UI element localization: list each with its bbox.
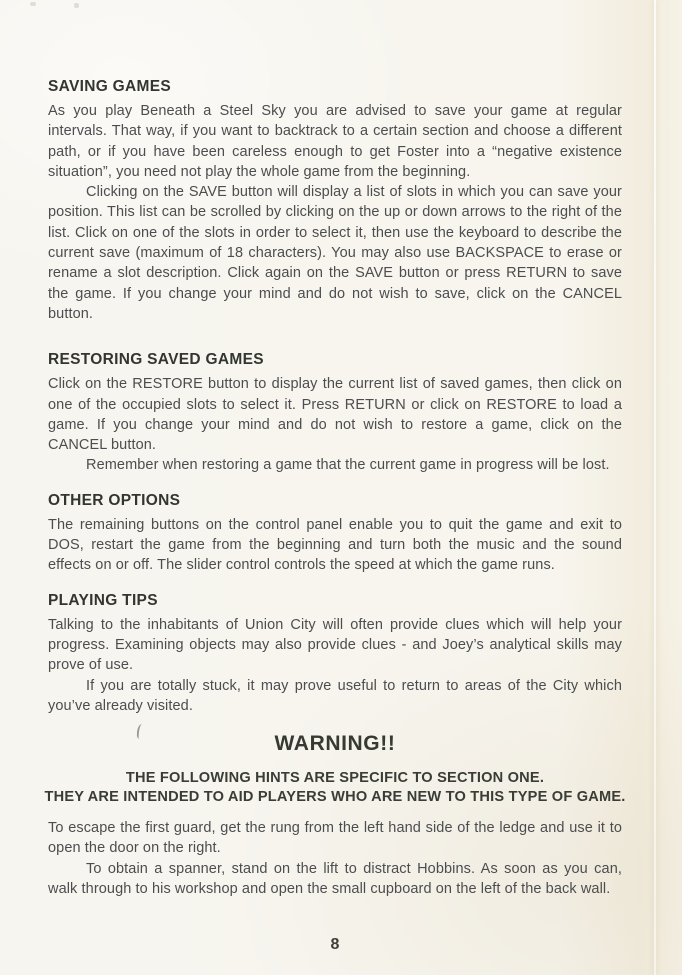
section-heading-playing-tips: PLAYING TIPS (48, 591, 158, 609)
section-heading-other-options: OTHER OPTIONS (48, 491, 181, 509)
paragraph: If you are totally stuck, it may prove useful to return to areas of the City which you’ve already visited. (48, 677, 622, 714)
page-edge-crease (654, 0, 656, 975)
section-heading-saving-games: SAVING GAMES (48, 78, 172, 95)
paragraph: As you play Beneath a Steel Sky you are advised to save your game at regular intervals. That way, if you want to backtrack to a certain section and choose a different path, or if you have been careless enough to get Foster into a “negative existence situation”, you need not play the whole game from the beginning. (48, 103, 622, 180)
warning-block (38, 732, 632, 806)
page-number: 8 (330, 936, 340, 953)
warning-line: THEY ARE INTENDED TO AID PLAYERS WHO ARE NEW TO THIS TYPE OF GAME. (44, 788, 626, 805)
paragraph: To obtain a spanner, stand on the lift to distract Hobbins. As soon as you can, walk through to his workshop and open the small cupboard on the left of the back wall. (48, 860, 622, 898)
paragraph: Talking to the inhabitants of Union City will often provide clues which will help your progress. Examining objects may also provide clues - and Joey’s analytical skills may prove of use. (48, 616, 622, 674)
warning-line: THE FOLLOWING HINTS ARE SPECIFIC TO SECTION ONE. (125, 770, 545, 787)
section-restoring-saved-games (48, 351, 622, 475)
paragraph: Clicking on the SAVE button will display a list of slots in which you can save your position. This list can be scrolled by clicking on the up or down arrows to the right of the list. Click on one of the slots in order to select it, then use the keyboard to describe the current save (maximum of 18 characters). You may also use BACKSPACE to erase or rename a slot description. Click again on the SAVE button or press RETURN to save the game. If you change your mind and do not wish to save, click on the CANCEL button. (48, 184, 622, 322)
section-heading-restoring-saved-games: RESTORING SAVED GAMES (48, 351, 264, 369)
paragraph: Click on the RESTORE button to display the current list of saved games, then click on one of the occupied slots to select it. Press RETURN or click on RESTORE to load a game. If you change your mind and do not wish to restore a game, click on the CANCEL button. (48, 376, 622, 454)
paragraph: Remember when restoring a game that the current game in progress will be lost. (86, 457, 610, 474)
paragraph: To escape the first guard, get the rung from the left hand side of the ledge and use it to open the door on the right. (48, 820, 622, 857)
hints-block (48, 818, 622, 899)
warning-title: WARNING!! (274, 732, 396, 756)
section-playing-tips (48, 592, 622, 716)
section-other-options (48, 492, 622, 576)
scan-speck (30, 2, 36, 6)
section-saving-games (48, 78, 622, 324)
scan-speck (74, 3, 79, 8)
page-content (44, 78, 626, 899)
paragraph: The remaining buttons on the control panel enable you to quit the game and exit to DOS, restart the game from the beginning and turn both the music and the sound effects on or off. The slider control controls the speed at which the game runs. (48, 516, 622, 574)
